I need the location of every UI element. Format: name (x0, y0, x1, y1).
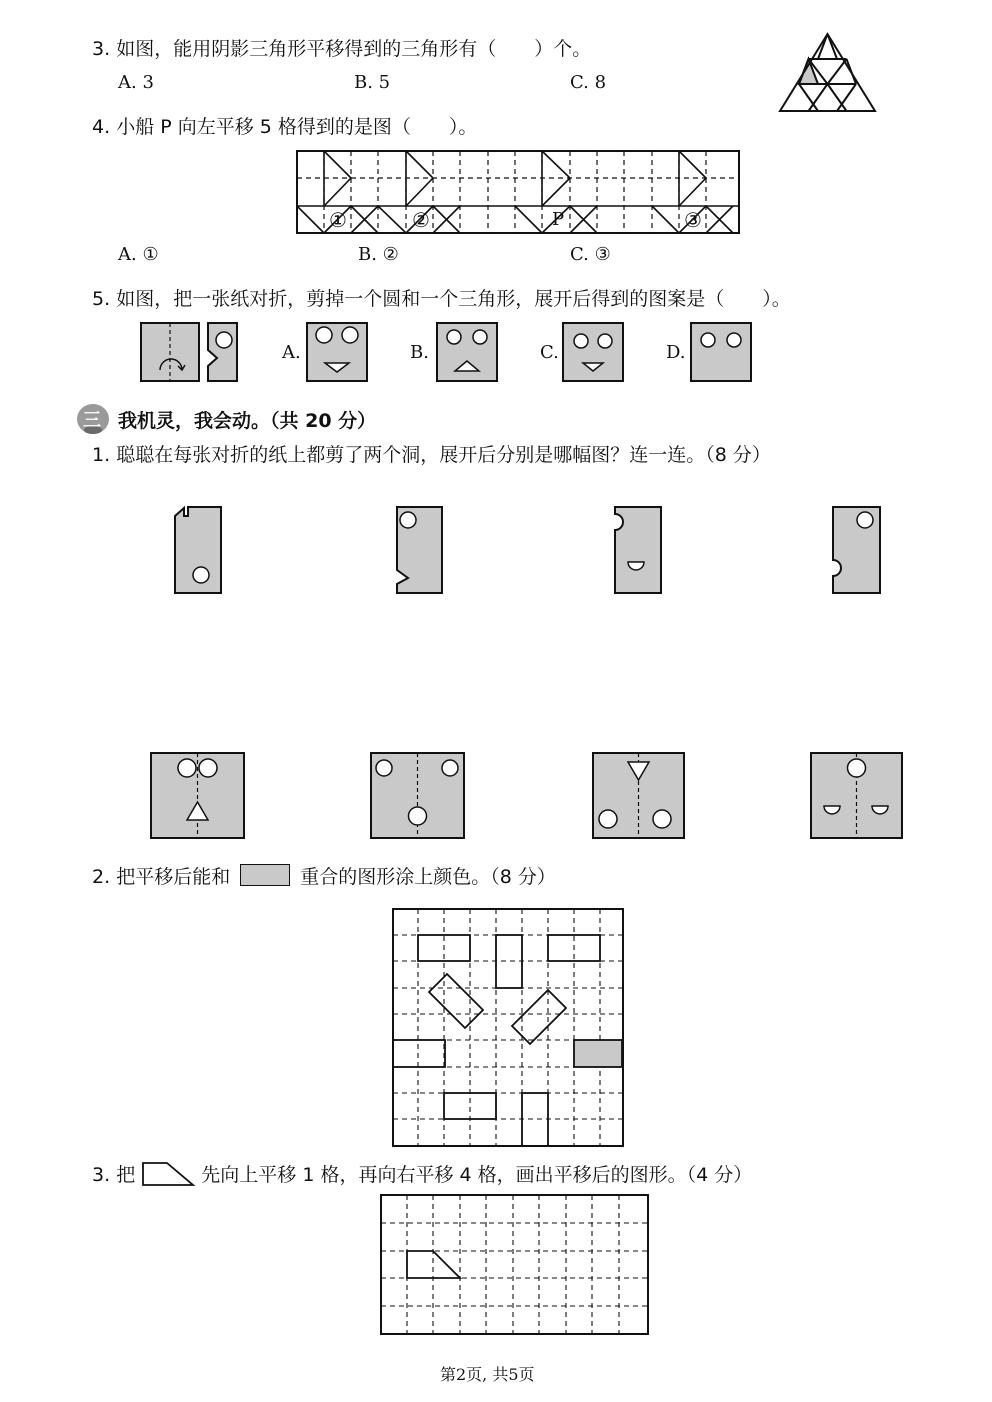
q5-option-a-figure[interactable] (306, 322, 368, 382)
s3q1-folded-paper-4[interactable] (832, 506, 882, 596)
s3q1-number: 1. (92, 444, 111, 466)
s3q1-unfolded-1[interactable] (150, 752, 246, 840)
s3q1-unfolded-2[interactable] (370, 752, 466, 840)
q3-number: 3. (92, 38, 111, 60)
page-footer: 第2页, 共5页 (440, 1365, 535, 1384)
s3q3-number: 3. (92, 1164, 111, 1186)
s3q2-question (92, 862, 556, 889)
q4-question (92, 112, 477, 139)
q4-option-a[interactable]: A. ① (118, 244, 159, 265)
q4-boat-label-2: ② (412, 208, 430, 232)
s3q3-trapezoid-sample (141, 1161, 195, 1187)
s3q3-text-after: 先向上平移 1 格，再向右平移 4 格，画出平移后的图形。（4 分） (201, 1164, 753, 1186)
q4-boat-label-1: ① (329, 208, 347, 232)
s3q3-question (92, 1160, 752, 1187)
q5-question (92, 284, 791, 311)
q5-option-c-label[interactable]: C. (540, 342, 559, 363)
section3-badge (76, 402, 110, 436)
s3q2-translation-grid[interactable] (392, 908, 626, 1148)
section3-title: 我机灵，我会动。（共 20 分） (118, 410, 377, 432)
s3q1-unfolded-3[interactable] (592, 752, 686, 840)
s3q3-trapezoid-shape (407, 1251, 460, 1278)
q3-option-a[interactable]: A. 3 (118, 72, 154, 93)
q4-option-b[interactable]: B. ② (358, 244, 399, 265)
s3q1-folded-paper-2[interactable] (396, 506, 446, 596)
q4-boat-label-3: ③ (684, 208, 702, 232)
q5-option-a-label[interactable]: A. (282, 342, 301, 363)
q5-text: 如图，把一张纸对折，剪掉一个圆和一个三角形，展开后得到的图案是（ ）。 (116, 288, 791, 310)
q5-option-c-figure[interactable] (562, 322, 624, 382)
s3q3-text-before: 把 (116, 1164, 136, 1186)
s3q1-text: 聪聪在每张对折的纸上都剪了两个洞，展开后分别是哪幅图？连一连。（8 分） (116, 444, 771, 466)
s3q2-text-before: 把平移后能和 (116, 866, 231, 888)
q5-option-b-label[interactable]: B. (410, 342, 429, 363)
q5-option-d-label[interactable]: D. (666, 342, 686, 363)
s3q2-text-after: 重合的图形涂上颜色。（8 分） (300, 866, 556, 888)
s3q2-shaded-sample (240, 864, 290, 886)
q3-option-b[interactable]: B. 5 (354, 72, 391, 93)
q4-boat-label-p: P (552, 209, 565, 230)
q5-option-d-figure[interactable] (690, 322, 752, 382)
s3q3-drawing-grid[interactable] (380, 1194, 652, 1336)
q5-fold-illustration (140, 322, 240, 382)
q3-option-c: C. 8 (570, 72, 607, 93)
q5-number: 5. (92, 288, 111, 310)
section3-badge-text: 三 (83, 410, 101, 431)
q5-option-b-figure[interactable] (436, 322, 498, 382)
s3q1-question (92, 440, 771, 467)
q3-question (92, 34, 591, 61)
q4-boat-grid (296, 150, 740, 234)
s3q1-folded-paper-3[interactable] (614, 506, 664, 596)
q3-triangle-figure (780, 34, 875, 112)
q4-text: 小船 P 向左平移 5 格得到的是图（ ）。 (116, 116, 478, 138)
s3q2-number: 2. (92, 866, 111, 888)
q4-number: 4. (92, 116, 111, 138)
s3q1-folded-paper-1[interactable] (174, 506, 224, 596)
s3q1-unfolded-4[interactable] (810, 752, 904, 840)
q4-option-c[interactable]: C. ③ (570, 244, 611, 265)
q3-text: 如图，能用阴影三角形平移得到的三角形有（ ）个。 (116, 38, 592, 60)
